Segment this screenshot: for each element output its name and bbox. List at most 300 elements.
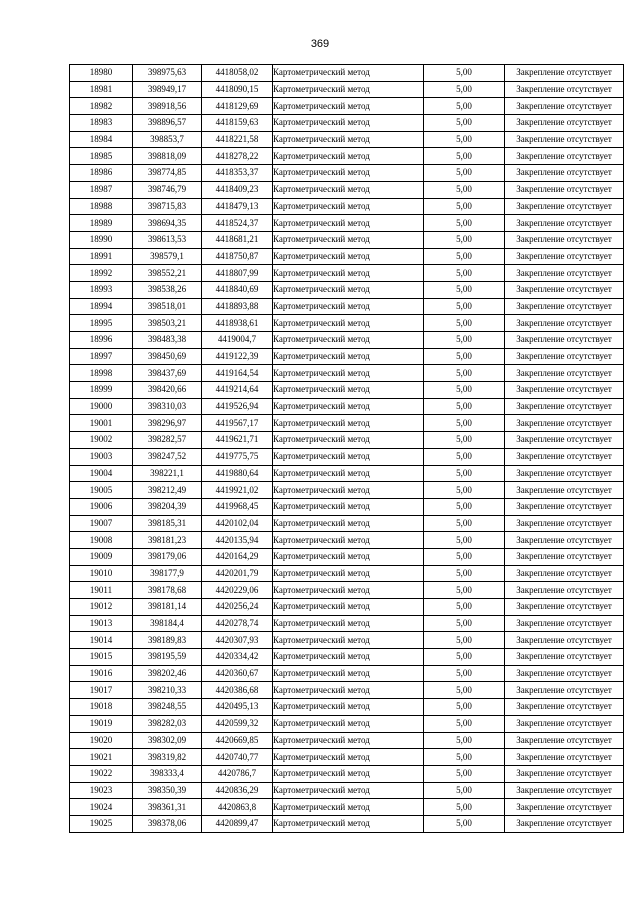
method-cell: Картометрический метод	[273, 782, 424, 799]
point-number-cell: 18988	[70, 198, 133, 215]
accuracy-cell: 5,00	[424, 715, 505, 732]
x-coordinate-cell: 398221,1	[133, 465, 202, 482]
point-number-cell: 19007	[70, 515, 133, 532]
method-cell: Картометрический метод	[273, 315, 424, 332]
method-cell: Картометрический метод	[273, 281, 424, 298]
accuracy-cell: 5,00	[424, 699, 505, 716]
y-coordinate-cell: 4420307,93	[202, 632, 273, 649]
fixing-description-cell: Закрепление отсутствует	[505, 682, 624, 699]
method-cell: Картометрический метод	[273, 599, 424, 616]
method-cell: Картометрический метод	[273, 398, 424, 415]
point-number-cell: 18992	[70, 265, 133, 282]
fixing-description-cell: Закрепление отсутствует	[505, 98, 624, 115]
fixing-description-cell: Закрепление отсутствует	[505, 265, 624, 282]
y-coordinate-cell: 4418278,22	[202, 148, 273, 165]
point-number-cell: 18985	[70, 148, 133, 165]
fixing-description-cell: Закрепление отсутствует	[505, 231, 624, 248]
x-coordinate-cell: 398552,21	[133, 265, 202, 282]
y-coordinate-cell: 4420669,85	[202, 732, 273, 749]
accuracy-cell: 5,00	[424, 749, 505, 766]
point-number-cell: 19016	[70, 665, 133, 682]
y-coordinate-cell: 4420386,68	[202, 682, 273, 699]
method-cell: Картометрический метод	[273, 665, 424, 682]
point-number-cell: 19003	[70, 448, 133, 465]
x-coordinate-cell: 398248,55	[133, 699, 202, 716]
table-row	[70, 165, 624, 182]
point-number-cell: 18982	[70, 98, 133, 115]
point-number-cell: 19015	[70, 649, 133, 666]
x-coordinate-cell: 398282,57	[133, 432, 202, 449]
table-row	[70, 382, 624, 399]
fixing-description-cell: Закрепление отсутствует	[505, 548, 624, 565]
accuracy-cell: 5,00	[424, 532, 505, 549]
method-cell: Картометрический метод	[273, 415, 424, 432]
accuracy-cell: 5,00	[424, 682, 505, 699]
table-row	[70, 815, 624, 832]
table-row	[70, 315, 624, 332]
fixing-description-cell: Закрепление отсутствует	[505, 649, 624, 666]
table-row	[70, 599, 624, 616]
x-coordinate-cell: 398296,97	[133, 415, 202, 432]
point-number-cell: 19025	[70, 815, 133, 832]
point-number-cell: 19018	[70, 699, 133, 716]
table-row	[70, 131, 624, 148]
page-number: 369	[310, 38, 330, 50]
table-row	[70, 398, 624, 415]
method-cell: Картометрический метод	[273, 498, 424, 515]
accuracy-cell: 5,00	[424, 632, 505, 649]
method-cell: Картометрический метод	[273, 615, 424, 632]
point-number-cell: 19001	[70, 415, 133, 432]
fixing-description-cell: Закрепление отсутствует	[505, 281, 624, 298]
accuracy-cell: 5,00	[424, 131, 505, 148]
fixing-description-cell: Закрепление отсутствует	[505, 699, 624, 716]
table-row	[70, 732, 624, 749]
table-row	[70, 465, 624, 482]
fixing-description-cell: Закрепление отсутствует	[505, 148, 624, 165]
method-cell: Картометрический метод	[273, 198, 424, 215]
accuracy-cell: 5,00	[424, 482, 505, 499]
accuracy-cell: 5,00	[424, 498, 505, 515]
point-number-cell: 19000	[70, 398, 133, 415]
method-cell: Картометрический метод	[273, 365, 424, 382]
point-number-cell: 19019	[70, 715, 133, 732]
y-coordinate-cell: 4420599,32	[202, 715, 273, 732]
y-coordinate-cell: 4420201,79	[202, 565, 273, 582]
x-coordinate-cell: 398179,06	[133, 548, 202, 565]
y-coordinate-cell: 4419880,64	[202, 465, 273, 482]
fixing-description-cell: Закрепление отсутствует	[505, 749, 624, 766]
fixing-description-cell: Закрепление отсутствует	[505, 81, 624, 98]
accuracy-cell: 5,00	[424, 515, 505, 532]
fixing-description-cell: Закрепление отсутствует	[505, 765, 624, 782]
point-number-cell: 18986	[70, 165, 133, 182]
method-cell: Картометрический метод	[273, 181, 424, 198]
y-coordinate-cell: 4419122,39	[202, 348, 273, 365]
point-number-cell: 19014	[70, 632, 133, 649]
y-coordinate-cell: 4420334,42	[202, 649, 273, 666]
point-number-cell: 18999	[70, 382, 133, 399]
x-coordinate-cell: 398896,57	[133, 115, 202, 132]
method-cell: Картометрический метод	[273, 81, 424, 98]
table-row	[70, 782, 624, 799]
x-coordinate-cell: 398853,7	[133, 131, 202, 148]
point-number-cell: 19013	[70, 615, 133, 632]
method-cell: Картометрический метод	[273, 148, 424, 165]
method-cell: Картометрический метод	[273, 632, 424, 649]
x-coordinate-cell: 398185,31	[133, 515, 202, 532]
method-cell: Картометрический метод	[273, 799, 424, 816]
method-cell: Картометрический метод	[273, 515, 424, 532]
accuracy-cell: 5,00	[424, 148, 505, 165]
x-coordinate-cell: 398538,26	[133, 281, 202, 298]
table-row	[70, 448, 624, 465]
method-cell: Картометрический метод	[273, 432, 424, 449]
y-coordinate-cell: 4419164,54	[202, 365, 273, 382]
y-coordinate-cell: 4419526,94	[202, 398, 273, 415]
accuracy-cell: 5,00	[424, 332, 505, 349]
accuracy-cell: 5,00	[424, 599, 505, 616]
coordinates-table	[69, 64, 624, 833]
table-row	[70, 665, 624, 682]
accuracy-cell: 5,00	[424, 365, 505, 382]
y-coordinate-cell: 4418840,69	[202, 281, 273, 298]
point-number-cell: 18980	[70, 65, 133, 82]
y-coordinate-cell: 4420836,29	[202, 782, 273, 799]
fixing-description-cell: Закрепление отсутствует	[505, 382, 624, 399]
point-number-cell: 19023	[70, 782, 133, 799]
point-number-cell: 19022	[70, 765, 133, 782]
table-row	[70, 181, 624, 198]
fixing-description-cell: Закрепление отсутствует	[505, 632, 624, 649]
fixing-description-cell: Закрепление отсутствует	[505, 482, 624, 499]
point-number-cell: 18984	[70, 131, 133, 148]
point-number-cell: 19024	[70, 799, 133, 816]
accuracy-cell: 5,00	[424, 615, 505, 632]
x-coordinate-cell: 398437,69	[133, 365, 202, 382]
method-cell: Картометрический метод	[273, 448, 424, 465]
method-cell: Картометрический метод	[273, 265, 424, 282]
fixing-description-cell: Закрепление отсутствует	[505, 565, 624, 582]
table-row	[70, 715, 624, 732]
table-row	[70, 515, 624, 532]
y-coordinate-cell: 4420495,13	[202, 699, 273, 716]
y-coordinate-cell: 4420278,74	[202, 615, 273, 632]
fixing-description-cell: Закрепление отсутствует	[505, 448, 624, 465]
x-coordinate-cell: 398202,46	[133, 665, 202, 682]
y-coordinate-cell: 4419775,75	[202, 448, 273, 465]
table-row	[70, 699, 624, 716]
fixing-description-cell: Закрепление отсутствует	[505, 665, 624, 682]
table-row	[70, 765, 624, 782]
point-number-cell: 18998	[70, 365, 133, 382]
y-coordinate-cell: 4419921,02	[202, 482, 273, 499]
accuracy-cell: 5,00	[424, 448, 505, 465]
x-coordinate-cell: 398350,39	[133, 782, 202, 799]
accuracy-cell: 5,00	[424, 398, 505, 415]
fixing-description-cell: Закрепление отсутствует	[505, 582, 624, 599]
accuracy-cell: 5,00	[424, 298, 505, 315]
table-row	[70, 215, 624, 232]
y-coordinate-cell: 4418938,61	[202, 315, 273, 332]
y-coordinate-cell: 4418409,23	[202, 181, 273, 198]
point-number-cell: 19021	[70, 749, 133, 766]
accuracy-cell: 5,00	[424, 649, 505, 666]
accuracy-cell: 5,00	[424, 265, 505, 282]
x-coordinate-cell: 398178,68	[133, 582, 202, 599]
accuracy-cell: 5,00	[424, 281, 505, 298]
accuracy-cell: 5,00	[424, 81, 505, 98]
y-coordinate-cell: 4419621,71	[202, 432, 273, 449]
method-cell: Картометрический метод	[273, 65, 424, 82]
fixing-description-cell: Закрепление отсутствует	[505, 165, 624, 182]
accuracy-cell: 5,00	[424, 665, 505, 682]
y-coordinate-cell: 4420102,04	[202, 515, 273, 532]
fixing-description-cell: Закрепление отсутствует	[505, 415, 624, 432]
y-coordinate-cell: 4419567,17	[202, 415, 273, 432]
point-number-cell: 18996	[70, 332, 133, 349]
point-number-cell: 18994	[70, 298, 133, 315]
x-coordinate-cell: 398177,9	[133, 565, 202, 582]
y-coordinate-cell: 4418893,88	[202, 298, 273, 315]
x-coordinate-cell: 398181,14	[133, 599, 202, 616]
y-coordinate-cell: 4420135,94	[202, 532, 273, 549]
table-row	[70, 565, 624, 582]
method-cell: Картометрический метод	[273, 815, 424, 832]
accuracy-cell: 5,00	[424, 582, 505, 599]
table-row	[70, 548, 624, 565]
accuracy-cell: 5,00	[424, 382, 505, 399]
method-cell: Картометрический метод	[273, 298, 424, 315]
point-number-cell: 19020	[70, 732, 133, 749]
y-coordinate-cell: 4419968,45	[202, 498, 273, 515]
table-row	[70, 415, 624, 432]
method-cell: Картометрический метод	[273, 465, 424, 482]
fixing-description-cell: Закрепление отсутствует	[505, 332, 624, 349]
table-row	[70, 498, 624, 515]
y-coordinate-cell: 4420863,8	[202, 799, 273, 816]
point-number-cell: 19012	[70, 599, 133, 616]
accuracy-cell: 5,00	[424, 315, 505, 332]
y-coordinate-cell: 4418353,37	[202, 165, 273, 182]
x-coordinate-cell: 398204,39	[133, 498, 202, 515]
method-cell: Картометрический метод	[273, 682, 424, 699]
fixing-description-cell: Закрепление отсутствует	[505, 65, 624, 82]
method-cell: Картометрический метод	[273, 749, 424, 766]
table-row	[70, 365, 624, 382]
table-row	[70, 231, 624, 248]
x-coordinate-cell: 398694,35	[133, 215, 202, 232]
fixing-description-cell: Закрепление отсутствует	[505, 398, 624, 415]
accuracy-cell: 5,00	[424, 565, 505, 582]
fixing-description-cell: Закрепление отсутствует	[505, 215, 624, 232]
table-row	[70, 432, 624, 449]
x-coordinate-cell: 398302,09	[133, 732, 202, 749]
y-coordinate-cell: 4420740,77	[202, 749, 273, 766]
table-row	[70, 65, 624, 82]
fixing-description-cell: Закрепление отсутствует	[505, 515, 624, 532]
x-coordinate-cell: 398613,53	[133, 231, 202, 248]
point-number-cell: 19017	[70, 682, 133, 699]
table-row	[70, 248, 624, 265]
table-row	[70, 198, 624, 215]
fixing-description-cell: Закрепление отсутствует	[505, 715, 624, 732]
point-number-cell: 19002	[70, 432, 133, 449]
method-cell: Картометрический метод	[273, 715, 424, 732]
y-coordinate-cell: 4420786,7	[202, 765, 273, 782]
x-coordinate-cell: 398450,69	[133, 348, 202, 365]
fixing-description-cell: Закрепление отсутствует	[505, 131, 624, 148]
x-coordinate-cell: 398949,17	[133, 81, 202, 98]
point-number-cell: 18990	[70, 231, 133, 248]
method-cell: Картометрический метод	[273, 115, 424, 132]
y-coordinate-cell: 4418807,99	[202, 265, 273, 282]
accuracy-cell: 5,00	[424, 799, 505, 816]
x-coordinate-cell: 398212,49	[133, 482, 202, 499]
table-row	[70, 348, 624, 365]
accuracy-cell: 5,00	[424, 165, 505, 182]
fixing-description-cell: Закрепление отсутствует	[505, 348, 624, 365]
x-coordinate-cell: 398210,33	[133, 682, 202, 699]
fixing-description-cell: Закрепление отсутствует	[505, 315, 624, 332]
point-number-cell: 18983	[70, 115, 133, 132]
fixing-description-cell: Закрепление отсутствует	[505, 532, 624, 549]
method-cell: Картометрический метод	[273, 565, 424, 582]
fixing-description-cell: Закрепление отсутствует	[505, 298, 624, 315]
x-coordinate-cell: 398483,38	[133, 332, 202, 349]
method-cell: Картометрический метод	[273, 699, 424, 716]
method-cell: Картометрический метод	[273, 98, 424, 115]
x-coordinate-cell: 398333,4	[133, 765, 202, 782]
table-row	[70, 98, 624, 115]
accuracy-cell: 5,00	[424, 65, 505, 82]
x-coordinate-cell: 398282,03	[133, 715, 202, 732]
accuracy-cell: 5,00	[424, 765, 505, 782]
table-row	[70, 482, 624, 499]
x-coordinate-cell: 398247,52	[133, 448, 202, 465]
x-coordinate-cell: 398319,82	[133, 749, 202, 766]
table-row	[70, 81, 624, 98]
accuracy-cell: 5,00	[424, 432, 505, 449]
table-row	[70, 115, 624, 132]
point-number-cell: 18989	[70, 215, 133, 232]
fixing-description-cell: Закрепление отсутствует	[505, 615, 624, 632]
y-coordinate-cell: 4418221,58	[202, 131, 273, 148]
x-coordinate-cell: 398774,85	[133, 165, 202, 182]
table-row	[70, 281, 624, 298]
point-number-cell: 18991	[70, 248, 133, 265]
point-number-cell: 19006	[70, 498, 133, 515]
accuracy-cell: 5,00	[424, 231, 505, 248]
y-coordinate-cell: 4420899,47	[202, 815, 273, 832]
accuracy-cell: 5,00	[424, 115, 505, 132]
accuracy-cell: 5,00	[424, 815, 505, 832]
point-number-cell: 19004	[70, 465, 133, 482]
method-cell: Картометрический метод	[273, 482, 424, 499]
fixing-description-cell: Закрепление отсутствует	[505, 498, 624, 515]
method-cell: Картометрический метод	[273, 248, 424, 265]
fixing-description-cell: Закрепление отсутствует	[505, 365, 624, 382]
table-row	[70, 148, 624, 165]
point-number-cell: 19008	[70, 532, 133, 549]
fixing-description-cell: Закрепление отсутствует	[505, 799, 624, 816]
table-row	[70, 582, 624, 599]
y-coordinate-cell: 4418750,87	[202, 248, 273, 265]
method-cell: Картометрический метод	[273, 548, 424, 565]
point-number-cell: 19009	[70, 548, 133, 565]
fixing-description-cell: Закрепление отсутствует	[505, 599, 624, 616]
y-coordinate-cell: 4420164,29	[202, 548, 273, 565]
method-cell: Картометрический метод	[273, 649, 424, 666]
table-row	[70, 332, 624, 349]
y-coordinate-cell: 4420229,06	[202, 582, 273, 599]
point-number-cell: 19005	[70, 482, 133, 499]
method-cell: Картометрический метод	[273, 382, 424, 399]
x-coordinate-cell: 398746,79	[133, 181, 202, 198]
method-cell: Картометрический метод	[273, 582, 424, 599]
fixing-description-cell: Закрепление отсутствует	[505, 465, 624, 482]
x-coordinate-cell: 398918,56	[133, 98, 202, 115]
accuracy-cell: 5,00	[424, 465, 505, 482]
point-number-cell: 18995	[70, 315, 133, 332]
fixing-description-cell: Закрепление отсутствует	[505, 815, 624, 832]
x-coordinate-cell: 398975,63	[133, 65, 202, 82]
point-number-cell: 18981	[70, 81, 133, 98]
method-cell: Картометрический метод	[273, 231, 424, 248]
method-cell: Картометрический метод	[273, 131, 424, 148]
accuracy-cell: 5,00	[424, 415, 505, 432]
point-number-cell: 19010	[70, 565, 133, 582]
y-coordinate-cell: 4418129,69	[202, 98, 273, 115]
accuracy-cell: 5,00	[424, 732, 505, 749]
y-coordinate-cell: 4418479,13	[202, 198, 273, 215]
accuracy-cell: 5,00	[424, 98, 505, 115]
table-row	[70, 532, 624, 549]
fixing-description-cell: Закрепление отсутствует	[505, 198, 624, 215]
coordinates-table-body	[70, 65, 624, 833]
x-coordinate-cell: 398361,31	[133, 799, 202, 816]
y-coordinate-cell: 4420360,67	[202, 665, 273, 682]
method-cell: Картометрический метод	[273, 332, 424, 349]
fixing-description-cell: Закрепление отсутствует	[505, 782, 624, 799]
y-coordinate-cell: 4419214,64	[202, 382, 273, 399]
table-row	[70, 265, 624, 282]
fixing-description-cell: Закрепление отсутствует	[505, 248, 624, 265]
x-coordinate-cell: 398195,59	[133, 649, 202, 666]
point-number-cell: 19011	[70, 582, 133, 599]
y-coordinate-cell: 4419004,7	[202, 332, 273, 349]
fixing-description-cell: Закрепление отсутствует	[505, 732, 624, 749]
table-row	[70, 632, 624, 649]
table-row	[70, 749, 624, 766]
accuracy-cell: 5,00	[424, 348, 505, 365]
y-coordinate-cell: 4418681,21	[202, 231, 273, 248]
method-cell: Картометрический метод	[273, 765, 424, 782]
method-cell: Картометрический метод	[273, 215, 424, 232]
x-coordinate-cell: 398184,4	[133, 615, 202, 632]
x-coordinate-cell: 398189,83	[133, 632, 202, 649]
x-coordinate-cell: 398181,23	[133, 532, 202, 549]
method-cell: Картометрический метод	[273, 732, 424, 749]
accuracy-cell: 5,00	[424, 181, 505, 198]
method-cell: Картометрический метод	[273, 348, 424, 365]
table-row	[70, 649, 624, 666]
x-coordinate-cell: 398579,1	[133, 248, 202, 265]
x-coordinate-cell: 398310,03	[133, 398, 202, 415]
x-coordinate-cell: 398715,83	[133, 198, 202, 215]
point-number-cell: 18993	[70, 281, 133, 298]
accuracy-cell: 5,00	[424, 548, 505, 565]
